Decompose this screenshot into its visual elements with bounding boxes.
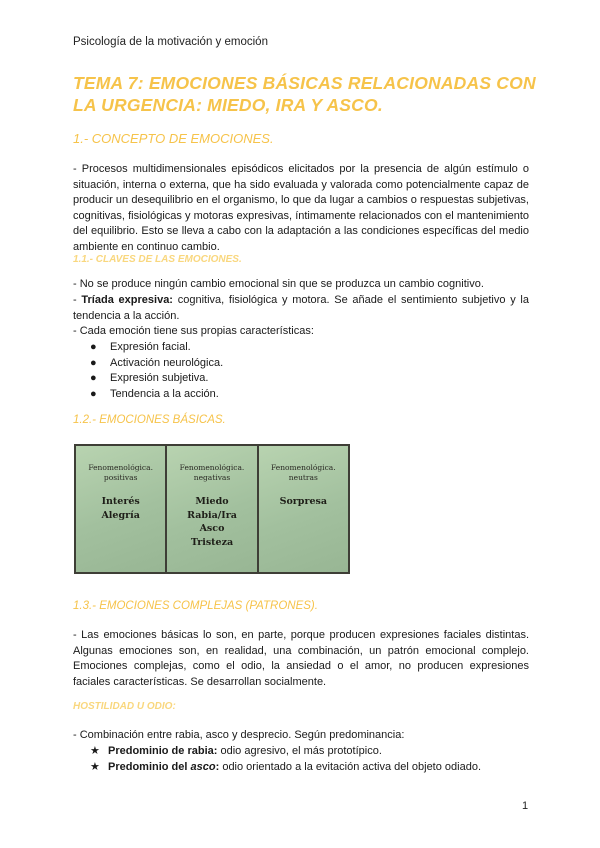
column-header-line-1: Fenomenológica. bbox=[270, 463, 336, 472]
characteristics-list bbox=[90, 340, 223, 402]
section-heading-claves: 1.1.- CLAVES DE LAS EMOCIONES. bbox=[73, 254, 242, 265]
list-item bbox=[90, 371, 223, 387]
column-negative bbox=[167, 446, 258, 572]
section-heading-concepto: 1.- CONCEPTO DE EMOCIONES. bbox=[73, 131, 274, 146]
list-item bbox=[90, 340, 223, 356]
emotion-cell: Tristeza bbox=[190, 536, 234, 548]
claves-line-3: - Cada emoción tiene sus propias características: bbox=[73, 325, 314, 337]
list-item-bold: Predominio del bbox=[108, 760, 191, 773]
complejas-paragraph: - Las emociones básicas lo son, en parte, porque producen expresiones faciales distintas. Algunas emociones son, en realidad, una combinación, un patrón emocional complejo. Emociones complejas, como el odio, la ansiedad o el amor, no producen expresiones faciales características. Se desarrollan socialmente. bbox=[73, 629, 529, 688]
list-item bbox=[90, 760, 481, 776]
list-item-bold-colon: : bbox=[215, 760, 220, 773]
column-header-line-1: Fenomenológica. bbox=[179, 463, 245, 472]
bullet-icon: ● bbox=[90, 372, 97, 385]
column-header-line-2: neutras bbox=[288, 473, 318, 482]
list-item bbox=[90, 356, 223, 372]
list-item bbox=[90, 744, 481, 760]
column-header-line-2: positivas bbox=[103, 473, 138, 482]
claves-line-2 bbox=[73, 293, 529, 324]
list-item-text: Tendencia a la acción. bbox=[110, 387, 219, 400]
section-heading-hostilidad: HOSTILIDAD U ODIO: bbox=[73, 701, 176, 712]
emotion-cell: Miedo bbox=[195, 496, 229, 507]
hostilidad-line-1: - Combinación entre rabia, asco y desprecio. Según predominancia: bbox=[73, 729, 405, 741]
list-item-text: Expresión subjetiva. bbox=[110, 372, 209, 385]
column-header bbox=[167, 463, 256, 485]
emotion-cell: Sorpresa bbox=[279, 496, 328, 507]
list-item bbox=[90, 387, 223, 403]
emotion-cell: Rabia/Ira bbox=[187, 509, 237, 521]
claves-line-1: - No se produce ningún cambio emocional sin que se produzca un cambio cognitivo. bbox=[73, 278, 484, 290]
list-item-bold: Predominio de rabia: bbox=[108, 745, 218, 757]
column-header-line-2: negativas bbox=[193, 473, 231, 482]
section-heading-basicas: 1.2.- EMOCIONES BÁSICAS. bbox=[73, 414, 226, 426]
list-item-text: Activación neurológica. bbox=[110, 356, 224, 369]
document-title: TEMA 7: EMOCIONES BÁSICAS RELACIONADAS CON LA URGENCIA: MIEDO, IRA Y ASCO. bbox=[73, 73, 536, 115]
list-item-text: odio agresivo, el más prototípico. bbox=[217, 745, 382, 757]
page-number: 1 bbox=[522, 800, 529, 812]
bullet-icon: ● bbox=[90, 356, 97, 369]
emotion-cell: Alegría bbox=[101, 509, 140, 521]
bullet-icon: ● bbox=[90, 341, 97, 353]
claves-line-2-rest: cognitiva, fisiológica y motora. Se añade el sentimiento subjetivo y la tendencia a la acción. bbox=[73, 294, 529, 322]
running-header: Psicología de la motivación y emoción bbox=[73, 36, 268, 48]
column-header bbox=[259, 463, 348, 485]
section-heading-complejas: 1.3.- EMOCIONES COMPLEJAS (PATRONES). bbox=[73, 600, 318, 612]
emotion-cell: Interés bbox=[101, 496, 140, 507]
triada-label: Tríada expresiva: bbox=[81, 294, 173, 306]
column-neutral bbox=[259, 446, 348, 572]
column-header bbox=[76, 463, 165, 485]
bullet-icon: ● bbox=[90, 387, 97, 400]
emotion-cell: Asco bbox=[199, 523, 225, 534]
hostilidad-list bbox=[90, 744, 481, 775]
column-items bbox=[76, 495, 165, 522]
column-items bbox=[167, 495, 256, 549]
column-positive bbox=[76, 446, 167, 572]
basic-emotions-table bbox=[74, 444, 350, 574]
column-header-line-1: Fenomenológica. bbox=[88, 463, 153, 472]
list-item-text: odio orientado a la evitación activa del objeto odiado. bbox=[219, 760, 482, 773]
star-icon: ★ bbox=[90, 745, 100, 757]
concepto-paragraph: - Procesos multidimensionales episódicos elicitados por la presencia de algún estímulo o situación, interna o externa, que ha sido evaluada y valorada como potencialmente capaz de producir un desequilibrio en el organismo, lo que da lugar a cambios o respuestas subjetivas, cognitivas, fisiológicas y motoras expresivas, íntimamente relacionados con el mantenimiento del equilibrio. Esto se lleva a cabo con la adaptación a las condiciones específicas del medio ambiente en continuo cambio. bbox=[73, 163, 529, 253]
column-items bbox=[259, 495, 348, 509]
star-icon: ★ bbox=[90, 760, 100, 773]
claves-line-2-prefix: - bbox=[73, 294, 82, 306]
list-item-text: Expresión facial. bbox=[110, 341, 191, 353]
list-item-bold-italic: asco bbox=[190, 760, 216, 773]
